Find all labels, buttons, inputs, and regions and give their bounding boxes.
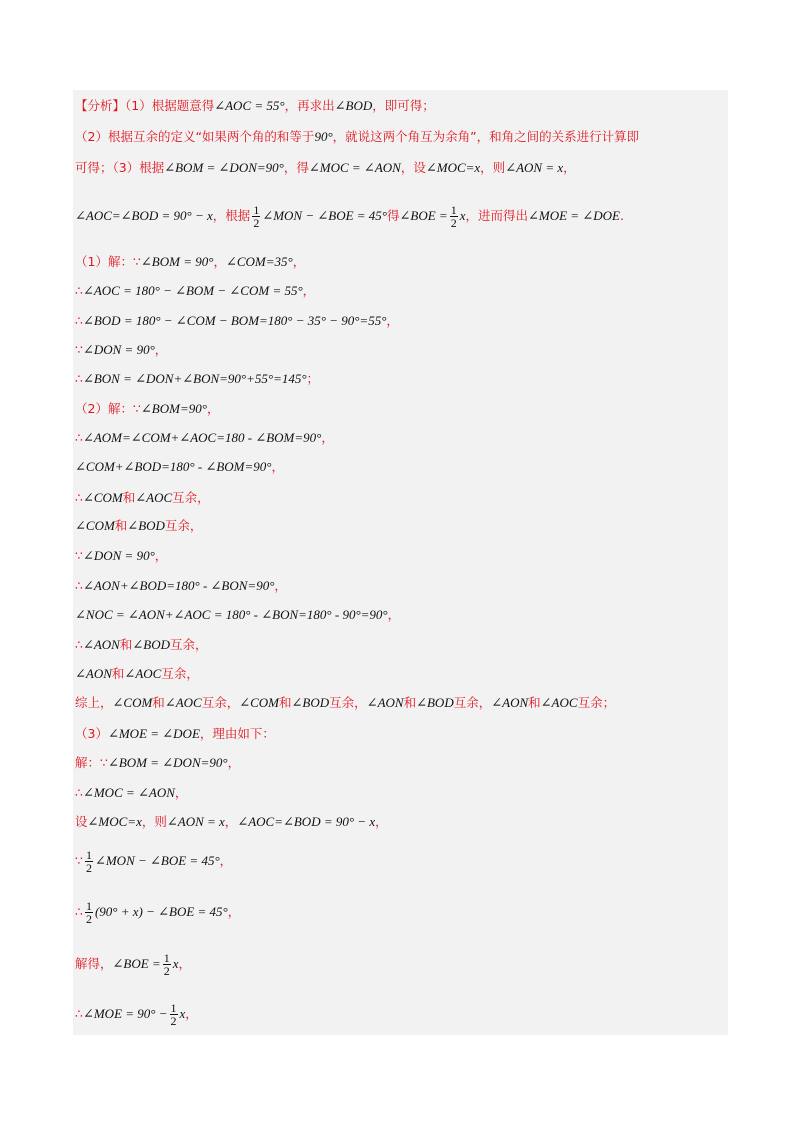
- explanation-text: ，则: [480, 160, 506, 175]
- math-expression: ∠AOC: [124, 666, 162, 681]
- math-expression: ∠AOC: [135, 490, 173, 505]
- explanation-text: ，则: [141, 814, 167, 829]
- explanation-text: ，: [154, 342, 168, 357]
- explanation-text: ∴: [75, 904, 83, 919]
- math-expression: ∠MOE = ∠DOE: [528, 208, 620, 223]
- fraction-denominator: 2: [85, 912, 92, 926]
- explanation-text: ∴: [75, 785, 83, 800]
- math-expression: x: [179, 1006, 186, 1021]
- explanation-text: ，: [227, 904, 241, 919]
- explanation-text: 综上，: [75, 695, 113, 710]
- explanation-text: （3）: [75, 726, 108, 741]
- explanation-text: 互余，: [201, 695, 240, 710]
- math-expression: ∠AON = x: [505, 160, 564, 175]
- explanation-text: ，: [219, 853, 233, 868]
- solution-line: [75, 812, 388, 833]
- explanation-text: ，根据: [212, 208, 251, 223]
- solution-panel: [73, 90, 728, 1035]
- explanation-text: 互余，: [172, 490, 210, 505]
- explanation-text: ，: [227, 755, 241, 770]
- math-expression: x: [459, 208, 466, 223]
- fraction-numerator: 1: [85, 899, 92, 913]
- explanation-text: 互余，: [453, 695, 492, 710]
- explanation-text: ，: [206, 401, 220, 416]
- solution-line: [75, 311, 399, 332]
- math-expression: ∠MON − ∠BOE = 45°: [262, 208, 387, 223]
- solution-line: [75, 457, 284, 478]
- math-expression: ∠COM: [239, 695, 280, 710]
- math-expression: ∠AOC = 55°: [214, 98, 285, 113]
- solution-line: [75, 546, 167, 567]
- explanation-text: ，: [375, 814, 388, 829]
- math-expression: ∠COM+∠BOD=180° - ∠BOM=90°: [75, 459, 272, 474]
- solution-line: [75, 753, 240, 774]
- explanation-text: ；: [306, 371, 320, 386]
- fraction: [450, 204, 458, 229]
- math-expression: ∠AOC=∠BOD = 90° − x: [75, 208, 213, 223]
- solution-line: [75, 724, 275, 745]
- explanation-text: ∴: [75, 283, 83, 298]
- explanation-text: ∴: [75, 637, 83, 652]
- math-expression: ∠MOC = ∠AON: [308, 160, 401, 175]
- math-expression: ∠BOE =: [399, 208, 448, 223]
- solution-line: [75, 158, 576, 179]
- math-expression: ∠AOM=∠COM+∠AOC=180 - ∠BOM=90°: [82, 430, 322, 445]
- explanation-text: ，得: [283, 160, 309, 175]
- fraction-denominator: 2: [163, 964, 170, 978]
- math-expression: ∠BOD: [416, 695, 454, 710]
- explanation-text: ，: [387, 607, 401, 622]
- explanation-text: 互余，: [161, 666, 199, 681]
- math-expression: ∠BON = ∠DON+∠BON=90°+55°=145°: [82, 371, 307, 386]
- explanation-text: ∴: [75, 371, 83, 386]
- math-expression: ∠AON: [366, 695, 404, 710]
- explanation-text: 和: [119, 637, 133, 652]
- explanation-text: ，: [185, 1006, 198, 1021]
- explanation-text: 和: [111, 666, 125, 681]
- solution-line: [75, 952, 191, 977]
- solution-line: [75, 488, 210, 509]
- explanation-text: ，: [386, 313, 399, 328]
- solution-line: [75, 664, 199, 685]
- math-expression: ∠AOC: [540, 695, 578, 710]
- explanation-text: 和: [152, 695, 165, 710]
- solution-line: [75, 127, 639, 148]
- fraction-denominator: 2: [450, 216, 457, 230]
- explanation-text: ，理由如下：: [199, 726, 275, 741]
- explanation-text: （2）解：∵: [75, 401, 141, 416]
- math-expression: ∠AOC=∠BOD = 90° − x: [237, 814, 376, 829]
- math-expression: ∠BOD = 180° − ∠COM − BOM=180° − 35° − 90°=55°: [82, 313, 387, 328]
- math-expression: ∠BOD: [127, 518, 165, 533]
- explanation-text: ，: [174, 785, 188, 800]
- solution-line: [75, 900, 240, 925]
- solution-line: [75, 96, 435, 117]
- fraction: [85, 900, 93, 925]
- fraction-denominator: 2: [253, 216, 260, 230]
- math-expression: ∠COM: [75, 518, 115, 533]
- explanation-text: ，: [292, 254, 306, 269]
- fraction: [170, 1002, 178, 1027]
- math-expression: ∠MOE = ∠DOE: [107, 726, 200, 741]
- math-expression: ∠MOE = 90° −: [82, 1006, 168, 1021]
- solution-line: [75, 252, 305, 273]
- fraction-numerator: 1: [170, 1001, 177, 1015]
- explanation-text: ，: [302, 283, 316, 298]
- solution-line: [75, 605, 400, 626]
- explanation-text: ∴: [75, 490, 83, 505]
- math-expression: ∠BOE =: [112, 956, 161, 971]
- math-expression: ∠AON: [75, 666, 112, 681]
- fraction: [163, 952, 171, 977]
- solution-line: [75, 635, 208, 656]
- explanation-text: 解：∵: [75, 755, 108, 770]
- solution-line: [75, 516, 202, 537]
- solution-line: [75, 428, 334, 449]
- fraction-denominator: 2: [170, 1014, 177, 1028]
- explanation-text: 互余，: [329, 695, 367, 710]
- explanation-text: ∵: [75, 853, 83, 868]
- explanation-text: 和: [279, 695, 292, 710]
- explanation-text: ，: [274, 578, 287, 593]
- math-expression: ∠BOD: [291, 695, 330, 710]
- explanation-text: 互余，: [164, 518, 203, 533]
- explanation-text: ，再求出: [284, 98, 335, 113]
- solution-line: [75, 281, 315, 302]
- math-expression: ∠AOC: [164, 695, 202, 710]
- math-expression: ∠COM: [112, 695, 153, 710]
- math-expression: ∠DON = 90°: [82, 548, 155, 563]
- explanation-text: ，: [321, 430, 334, 445]
- math-expression: ∠BOM = 90°: [140, 254, 214, 269]
- explanation-text: ∴: [75, 313, 83, 328]
- explanation-text: 【分析】（1）根据题意得: [75, 98, 215, 113]
- math-expression: 90°: [314, 129, 333, 144]
- explanation-text: ，: [271, 459, 285, 474]
- explanation-text: ∴: [75, 578, 83, 593]
- explanation-text: 互余；: [577, 695, 616, 710]
- explanation-text: ∵: [75, 342, 83, 357]
- explanation-text: 和: [528, 695, 541, 710]
- explanation-text: ，设: [400, 160, 426, 175]
- fraction: [252, 204, 260, 229]
- math-expression: ∠MON − ∠BOE = 45°: [94, 853, 220, 868]
- explanation-text: ∴: [75, 430, 83, 445]
- explanation-text: ，进而得出: [465, 208, 528, 223]
- solution-line: [75, 369, 319, 390]
- explanation-text: （1）解：∵: [75, 254, 141, 269]
- math-expression: ∠MOC=x: [87, 814, 142, 829]
- fraction-numerator: 1: [450, 203, 457, 217]
- solution-line: [75, 849, 232, 874]
- math-expression: ∠AON+∠BOD=180° - ∠BON=90°: [82, 578, 275, 593]
- math-expression: ∠NOC = ∠AON+∠AOC = 180° - ∠BON=180° - 90°=90°: [75, 607, 388, 622]
- fraction-numerator: 1: [85, 848, 92, 862]
- explanation-text: ，: [563, 160, 576, 175]
- fraction-denominator: 2: [85, 861, 92, 875]
- explanation-text: ，: [154, 548, 168, 563]
- explanation-text: ，: [213, 254, 226, 269]
- solution-line: [75, 399, 219, 420]
- math-expression: ∠MOC=x: [425, 160, 481, 175]
- solution-line: [75, 693, 615, 714]
- math-expression: ∠BOD: [132, 637, 170, 652]
- math-expression: ∠MOC = ∠AON: [82, 785, 175, 800]
- fraction: [85, 849, 93, 874]
- math-expression: ∠BOD: [334, 98, 373, 113]
- math-expression: (90° + x) − ∠BOE = 45°: [94, 904, 228, 919]
- math-expression: ∠AOC = 180° − ∠BOM − ∠COM = 55°: [82, 283, 303, 298]
- explanation-text: 互余，: [170, 637, 208, 652]
- explanation-text: ∴: [75, 1006, 83, 1021]
- explanation-text: ∵: [75, 548, 83, 563]
- explanation-text: 可得；（3）根据: [75, 160, 165, 175]
- math-expression: ∠COM: [82, 490, 123, 505]
- explanation-text: 和: [114, 518, 128, 533]
- math-expression: ∠COM=35°: [225, 254, 293, 269]
- solution-line: [75, 576, 287, 597]
- explanation-text: ，就说这两个角互为余角”，和角之间的关系进行计算即: [332, 129, 640, 144]
- explanation-text: 和: [403, 695, 417, 710]
- math-expression: x: [172, 956, 179, 971]
- fraction-numerator: 1: [163, 951, 170, 965]
- solution-line: [75, 340, 167, 361]
- explanation-text: （2）根据互余的定义“如果两个角的和等于: [75, 129, 315, 144]
- explanation-text: 设: [75, 814, 88, 829]
- explanation-text: 解得，: [75, 956, 113, 971]
- explanation-text: .: [619, 208, 624, 223]
- math-expression: ∠AON = x: [166, 814, 225, 829]
- explanation-text: ，: [224, 814, 238, 829]
- solution-line: [75, 783, 187, 804]
- math-expression: ∠AON: [82, 637, 120, 652]
- explanation-text: 和: [122, 490, 136, 505]
- explanation-text: ，: [178, 956, 191, 971]
- explanation-text: 得: [387, 208, 400, 223]
- math-expression: ∠BOM = ∠DON=90°: [107, 755, 228, 770]
- explanation-text: ，即可得；: [372, 98, 435, 113]
- solution-line: [75, 204, 624, 229]
- math-expression: ∠BOM=90°: [140, 401, 207, 416]
- math-expression: ∠BOM = ∠DON=90°: [164, 160, 284, 175]
- fraction-numerator: 1: [253, 203, 260, 217]
- math-expression: ∠AON: [491, 695, 529, 710]
- math-expression: ∠DON = 90°: [82, 342, 155, 357]
- solution-line: [75, 1002, 198, 1027]
